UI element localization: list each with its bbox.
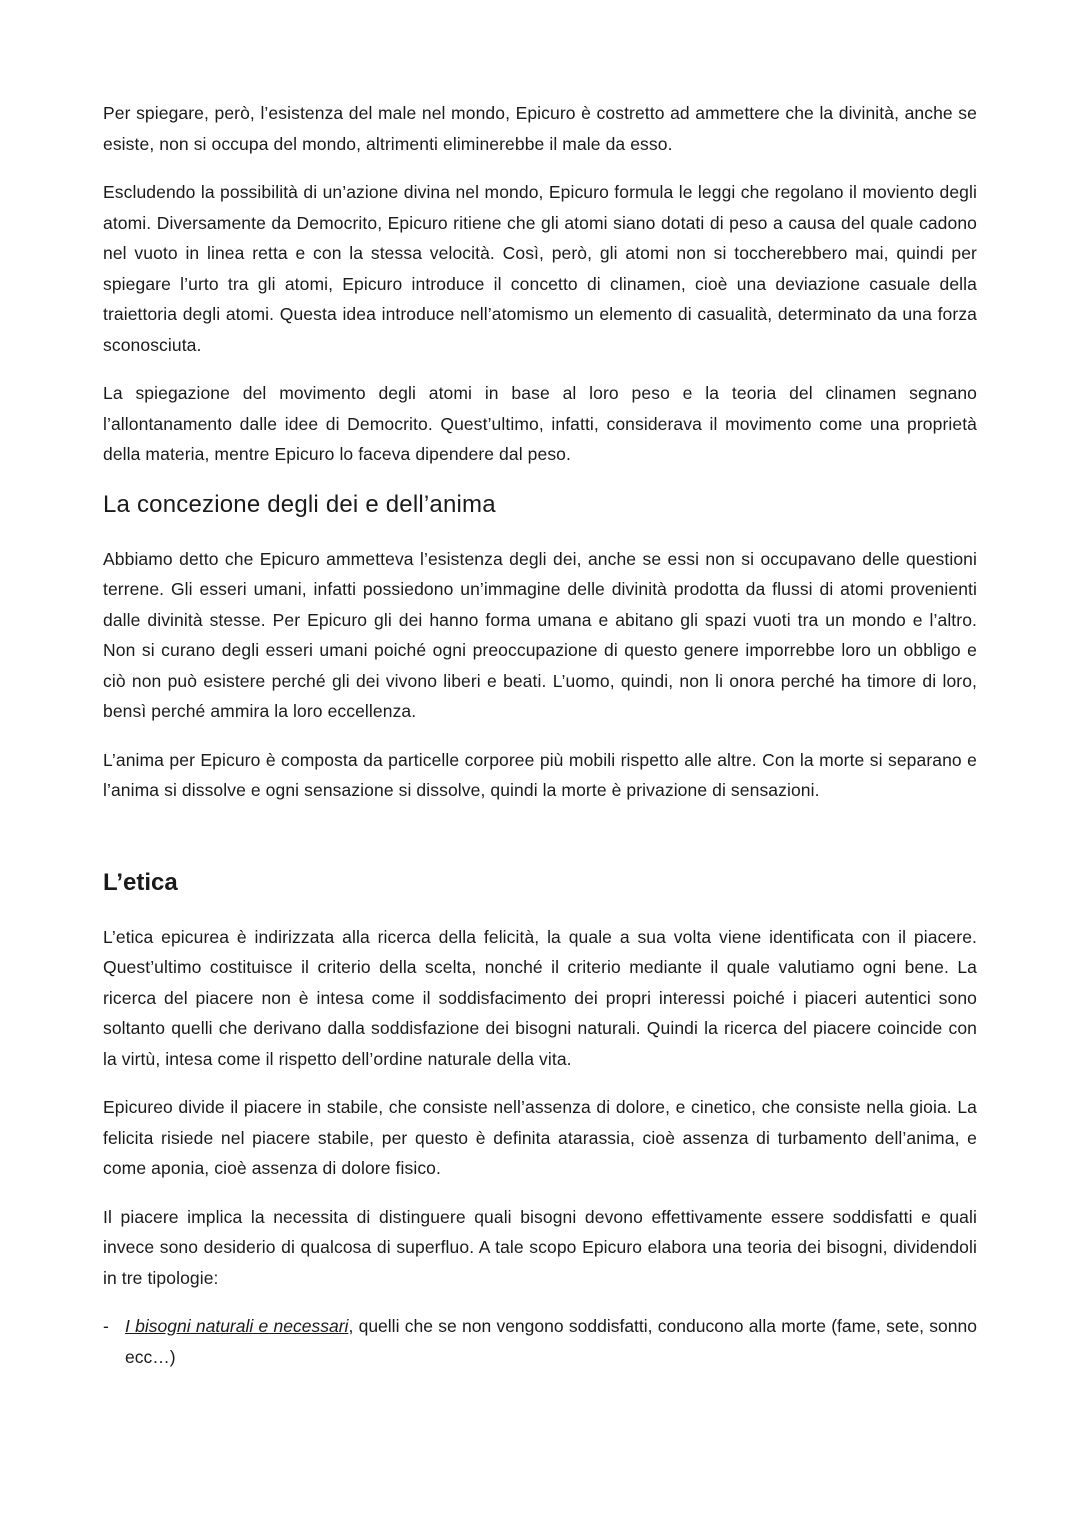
paragraph-pleasure-types: Epicureo divide il piacere in stabile, che consiste nell’assenza di dolore, e cinetico, che consiste nella gioia. La felicita risiede nel piacere stabile, per questo è definita atarassia, cioè assenza di turbamento dell’anima, e come aponia, cioè assenza di dolore fisico. bbox=[103, 1097, 977, 1178]
need-term: I bisogni naturali e necessari bbox=[125, 1316, 349, 1336]
needs-list bbox=[103, 1311, 977, 1372]
document-page bbox=[103, 98, 977, 1372]
list-item bbox=[103, 1311, 977, 1372]
paragraph-democritus-difference: La spiegazione del movimento degli atomi in base al loro peso e la teoria del clinamen segnano l’allontanamento dalle idee di Democrito. Quest’ultimo, infatti, considerava il movimento come una proprietà della materia, mentre Epicuro lo faceva dipendere dal peso. bbox=[103, 383, 977, 464]
paragraph-soul: L’anima per Epicuro è composta da particelle corporee più mobili rispetto alle altre. Con la morte si separano e l’anima si dissolve e ogni sensazione si dissolve, quindi la morte è privazione di sensazioni. bbox=[103, 749, 977, 800]
paragraph-evil-in-world: Per spiegare, però, l’esistenza del male nel mondo, Epicuro è costretto ad ammettere che la divinità, anche se esiste, non si occupa del mondo, altrimenti eliminerebbe il male da esso. bbox=[103, 103, 977, 154]
list-bullet: - bbox=[103, 1316, 109, 1336]
need-description: , quelli che se non vengono soddisfatti, conducono alla morte (fame, sete, sonno ecc…) bbox=[125, 1316, 977, 1367]
paragraph-gods: Abbiamo detto che Epicuro ammetteva l’esistenza degli dei, anche se essi non si occupavano delle questioni terrene. Gli esseri umani, infatti possiedono un’immagine delle divinità prodotta da flussi di atomi provenienti dalle divinità stesse. Per Epicuro gli dei hanno forma umana e abitano gli spazi vuoti tra un mondo e l’altro. Non si curano degli esseri umani poiché ogni preoccupazione di questo genere imporrebbe loro un obbligo e ciò non può esistere perché gli dei vivono liberi e beati. L’uomo, quindi, non li onora perché ha timore di loro, bensì perché ammira la loro eccellenza. bbox=[103, 548, 977, 721]
paragraph-needs-theory: Il piacere implica la necessita di distinguere quali bisogni devono effettivamente essere soddisfatti e quali invece sono desiderio di qualcosa di superfluo. A tale scopo Epicuro elabora una teoria dei bisogni, dividendoli in tre tipologie: bbox=[103, 1206, 977, 1288]
section-heading-gods-soul: La concezione degli dei e dell’anima bbox=[103, 490, 496, 518]
paragraph-atom-movement: Escludendo la possibilità di un’azione divina nel mondo, Epicuro formula le leggi che regolano il moviento degli atomi. Diversamente da Democrito, Epicuro ritiene che gli atomi siano dotati di peso a causa del quale cadono nel vuoto in linea retta e con la stessa velocità. Così, però, gli atomi non si toccherebbero mai, quindi per spiegare l’urto tra gli atomi, Epicuro introduce il concetto di clinamen, cioè una deviazione casuale della traiettoria degli atomi. Questa idea introduce nell’atomismo un elemento di casualità, determinato da una forza sconosciuta. bbox=[103, 182, 977, 355]
section-heading-ethics: L’etica bbox=[103, 868, 178, 896]
paragraph-ethics-happiness: L’etica epicurea è indirizzata alla ricerca della felicità, la quale a sua volta viene identificata con il piacere. Quest’ultimo costituisce il criterio della scelta, nonché il criterio mediante il quale valutiamo ogni bene. La ricerca del piacere non è intesa come il soddisfacimento dei propri interessi poiché i piaceri autentici sono soltanto quelli che derivano dalla soddisfazione dei bisogni naturali. Quindi la ricerca del piacere coincide con la virtù, intesa come il rispetto dell’ordine naturale della vita. bbox=[103, 926, 977, 1069]
